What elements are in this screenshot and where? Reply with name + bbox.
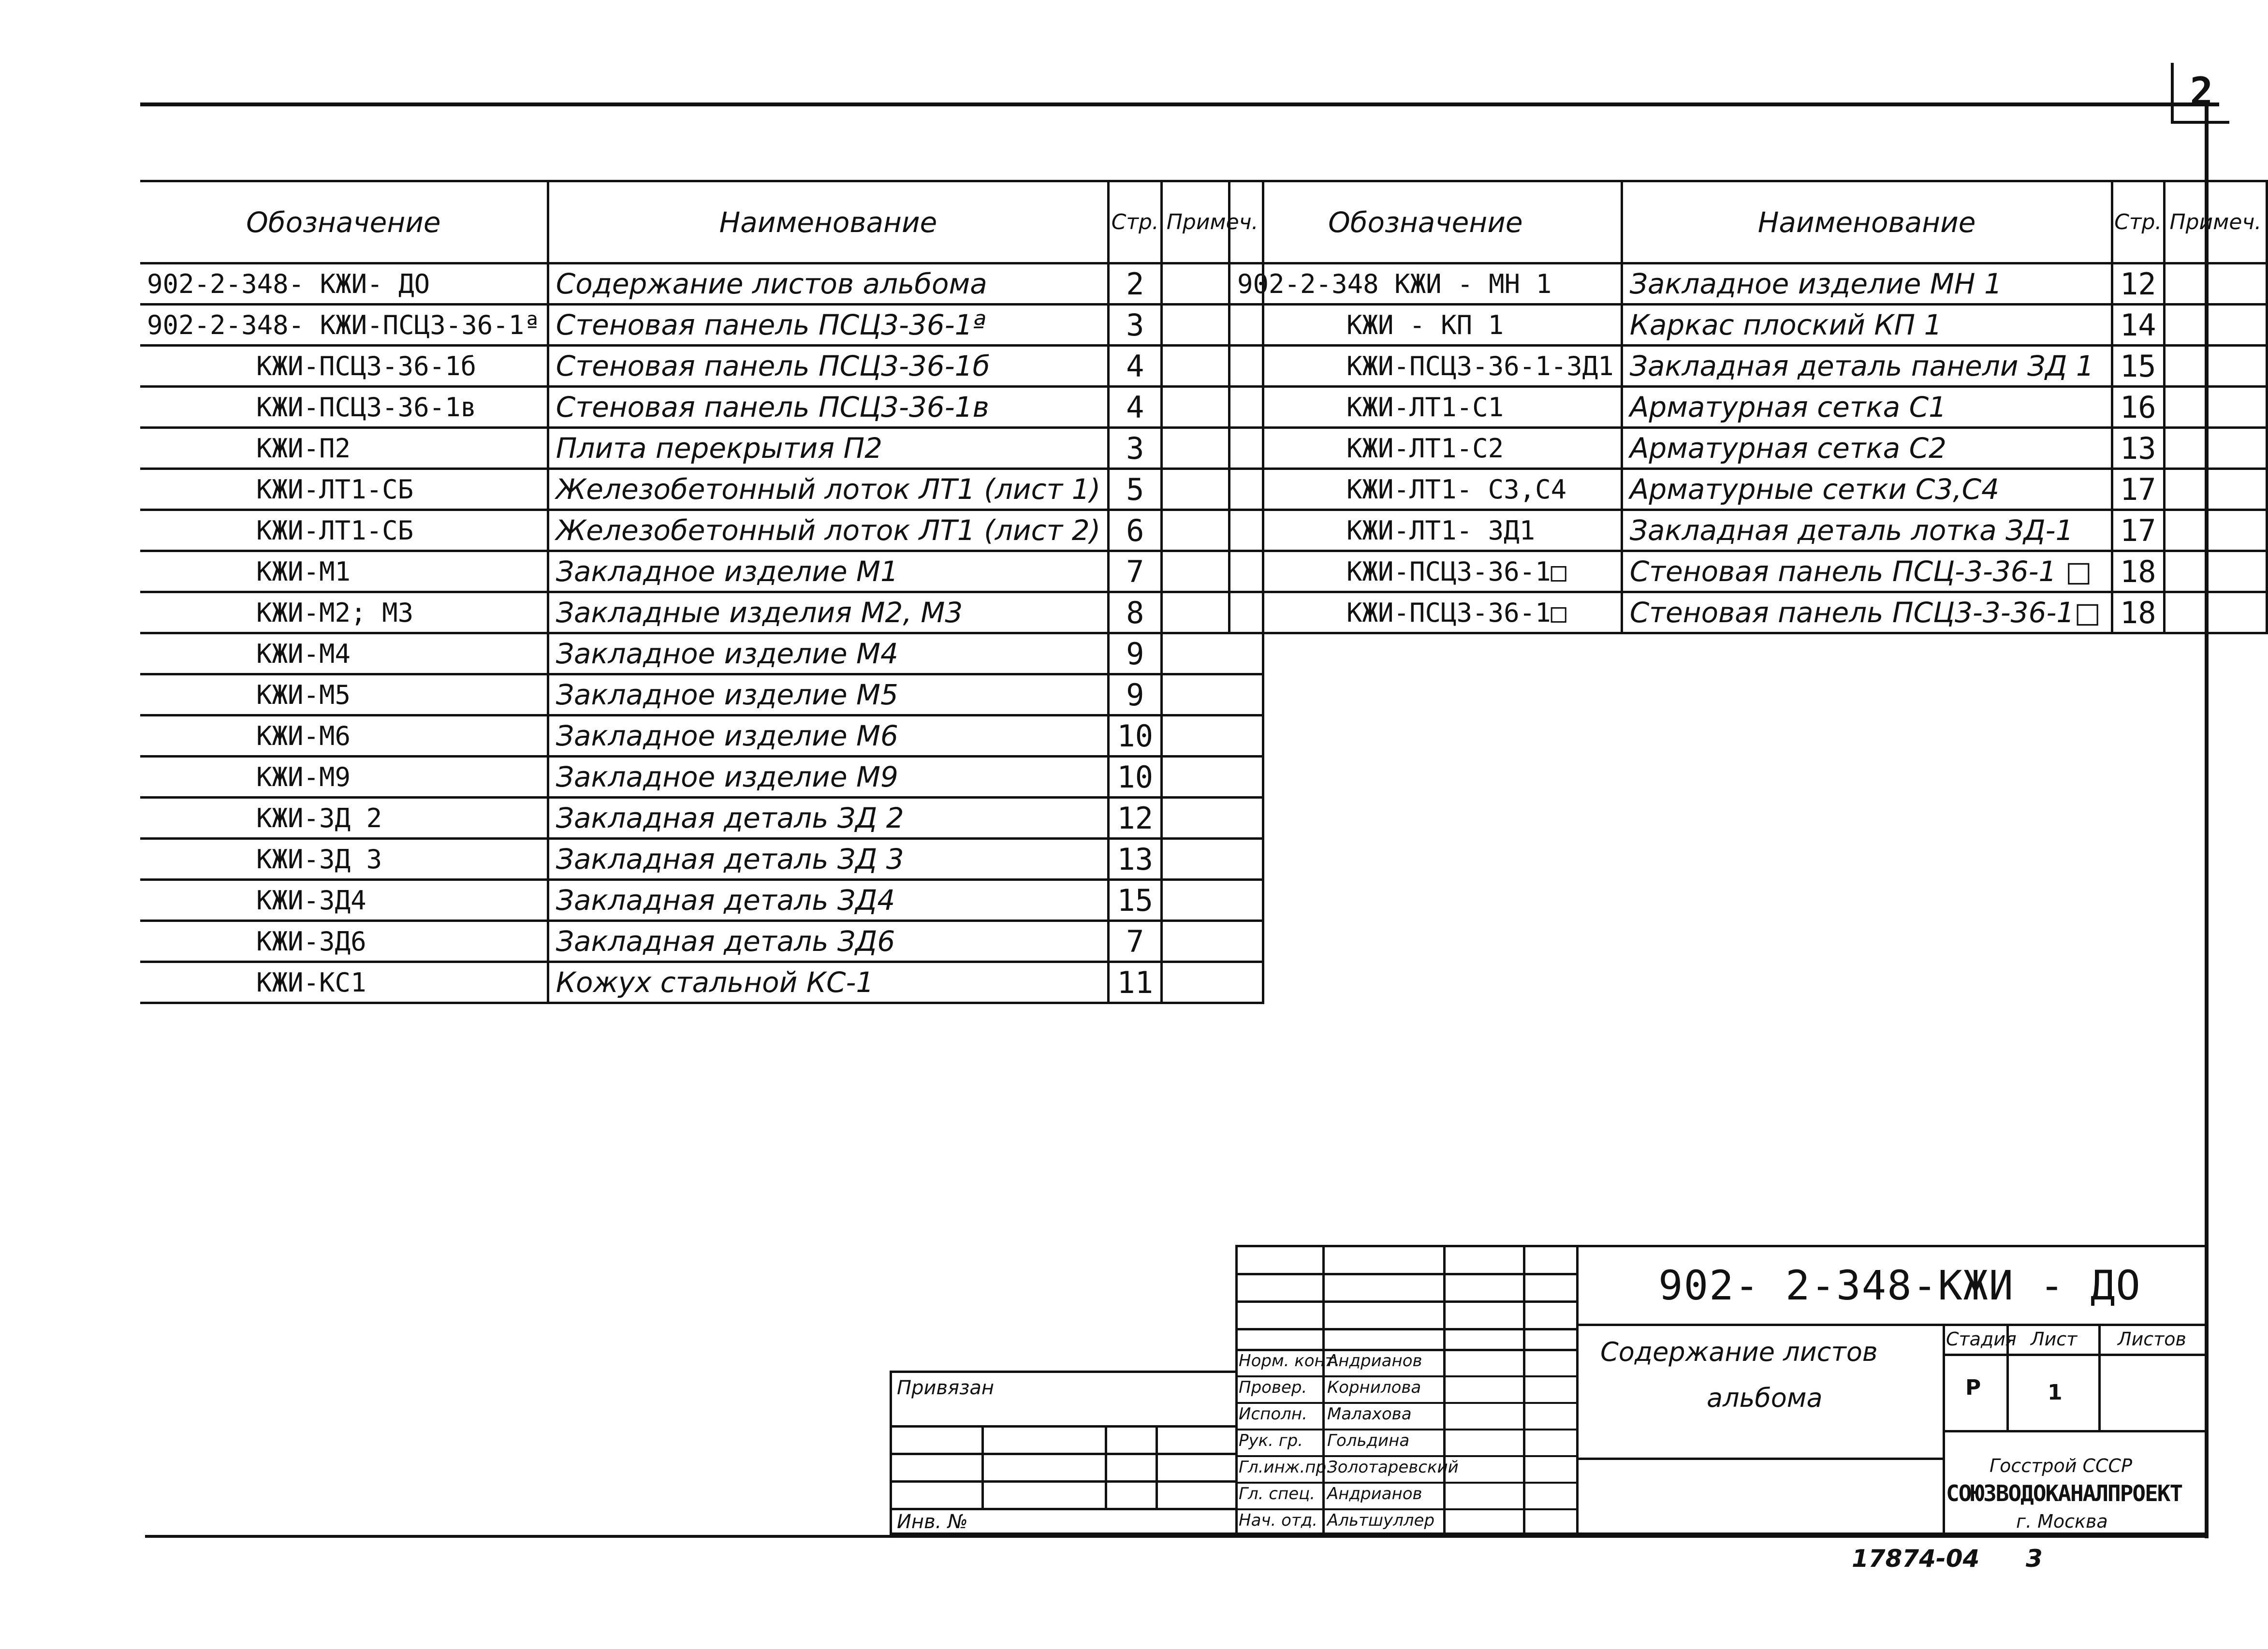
note-cell [1162,757,1263,798]
name-cell: Железобетонный лоток ЛТ1 (лист 1) [548,469,1108,510]
designation-cell: КЖИ-ЛТ1-СБ [140,469,548,510]
note-cell [2164,551,2267,592]
page-cell: 7 [1109,921,1162,962]
role-label: Гл.инж.пр. [1239,1458,1332,1477]
person-name: Андрианов [1327,1484,1422,1503]
page-cell: 9 [1109,633,1162,674]
name-cell: Закладная деталь панели ЗД 1 [1622,346,2112,387]
grid-line [890,1453,1238,1455]
name-cell: Стеновая панель ПСЦ3-36-1б [548,346,1108,387]
table-row [140,921,1263,962]
designation-cell: КЖИ-ЗД4 [140,880,548,921]
name-cell: Стеновая панель ПСЦ3-3-36-1□ [1622,592,2112,633]
designation-cell: КЖИ-ЛТ1- С3,С4 [1229,469,1622,510]
role-label: Исполн. [1239,1404,1307,1424]
name-cell: Арматурная сетка С2 [1622,428,2112,469]
sheet-value: 1 [2048,1380,2063,1405]
page-cell: 10 [1109,715,1162,757]
table-row [140,880,1263,921]
name-cell: Закладное изделие М5 [548,674,1108,715]
name-cell: Закладное изделие МН 1 [1622,263,2112,305]
grid-line [2098,1324,2101,1430]
table-row [140,839,1263,880]
grid-line [1235,1375,1579,1377]
name-cell: Закладная деталь лотка ЗД-1 [1622,510,2112,551]
page-cell: 11 [1109,962,1162,1003]
grid-line [1235,1535,1579,1537]
grid-line [1523,1245,1525,1535]
person-name: Корнилова [1327,1378,1421,1397]
page-cell: 15 [2112,346,2164,387]
page-cell: 2 [1109,263,1162,305]
header-name: Наименование [548,181,1108,263]
designation-cell: КЖИ-ЛТ1- ЗД1 [1229,510,1622,551]
designation-cell: КЖИ-М2; М3 [140,592,548,633]
role-label: Нач. отд. [1239,1511,1318,1530]
grid-line [1235,1482,1579,1484]
table-row [140,962,1263,1003]
header-designation: Обозначение [140,181,548,263]
title-line-1: Содержание листов [1600,1337,1878,1367]
name-cell: Стеновая панель ПСЦ-3-36-1 □ [1622,551,2112,592]
grid-line [981,1425,984,1508]
right-table-body [1229,263,2267,633]
name-cell: Каркас плоский КП 1 [1622,305,2112,346]
document-code: 902- 2-348-КЖИ - ДО [1658,1262,2141,1309]
designation-cell: КЖИ-КС1 [140,962,548,1003]
person-name: Малахова [1327,1404,1412,1424]
grid-line [890,1480,1238,1483]
designation-cell: КЖИ-ПСЦ3-36-1б [140,346,548,387]
table-row [140,510,1263,551]
note-cell [1162,921,1263,962]
name-cell: Стеновая панель ПСЦ3-36-1ª [548,305,1108,346]
name-cell: Закладные изделия М2, М3 [548,592,1108,633]
grid-line [1235,1508,1579,1510]
role-label: Норм. конт. [1239,1351,1340,1371]
note-cell [2164,305,2267,346]
table-row [1229,510,2267,551]
designation-cell: КЖИ-ПСЦ3-36-1в [140,387,548,428]
table-row [1229,387,2267,428]
grid-line [1235,1455,1579,1457]
designation-cell: КЖИ - КП 1 [1229,305,1622,346]
designation-cell: КЖИ-ЛТ1-СБ [140,510,548,551]
table-row [1229,263,2267,305]
grid-line [1235,1328,1579,1330]
name-cell: Содержание листов альбома [548,263,1108,305]
table-row [140,551,1263,592]
page-cell: 3 [1109,428,1162,469]
name-cell: Закладная деталь ЗД4 [548,880,1108,921]
page-cell: 16 [2112,387,2164,428]
page-cell: 18 [2112,551,2164,592]
page-cell: 8 [1109,592,1162,633]
page-cell: 13 [2112,428,2164,469]
header-page: Стр. [1109,181,1162,263]
note-cell [1162,880,1263,921]
grid-line [1576,1324,2207,1326]
footer-page: 3 [2026,1545,2043,1573]
top-border-line [140,102,2219,106]
designation-cell: 902-2-348 КЖИ - МН 1 [1229,263,1622,305]
table-row [140,346,1263,387]
note-cell [1162,715,1263,757]
name-cell: Закладная деталь ЗД 2 [548,798,1108,839]
table-row [140,715,1263,757]
note-cell [2164,469,2267,510]
note-cell [2164,510,2267,551]
designation-cell: КЖИ-ПСЦ3-36-1□ [1229,551,1622,592]
grid-line [890,1425,1238,1428]
grid-line [1235,1402,1579,1404]
header-name: Наименование [1622,181,2112,263]
stage-label: Стадия [1946,1328,2017,1350]
header-designation: Обозначение [1229,181,1622,263]
left-contents-table [140,180,1264,1004]
note-cell [2164,592,2267,633]
designation-cell: 902-2-348- КЖИ- ДО [140,263,548,305]
designation-cell: КЖИ-ПСЦ3-36-1□ [1229,592,1622,633]
sheets-label: Листов [2118,1328,2186,1350]
person-name: Альтшуллер [1327,1511,1435,1530]
table-row [140,305,1263,346]
person-name: Золотаревский [1327,1458,1459,1477]
name-cell: Арматурные сетки С3,С4 [1622,469,2112,510]
stage-value: Р [1965,1375,1981,1400]
designation-cell: КЖИ-М4 [140,633,548,674]
table-row [140,798,1263,839]
sheet-number: 2 [2171,63,2229,124]
designation-cell: КЖИ-ПСЦ3-36-1-ЗД1 [1229,346,1622,387]
grid-line [1105,1425,1107,1508]
table-row [1229,551,2267,592]
org-line-3: г. Москва [2016,1511,2108,1532]
name-cell: Закладное изделие М1 [548,551,1108,592]
page-cell: 12 [1109,798,1162,839]
page-cell: 6 [1109,510,1162,551]
grid-line [1156,1425,1158,1508]
note-cell [2164,263,2267,305]
table-row [140,469,1263,510]
name-cell: Железобетонный лоток ЛТ1 (лист 2) [548,510,1108,551]
designation-cell: КЖИ-М1 [140,551,548,592]
page-cell: 17 [2112,469,2164,510]
table-row [140,674,1263,715]
page-cell: 17 [2112,510,2164,551]
role-label: Гл. спец. [1239,1484,1316,1503]
name-cell: Закладное изделие М9 [548,757,1108,798]
name-cell: Закладная деталь ЗД 3 [548,839,1108,880]
page-cell: 3 [1109,305,1162,346]
designation-cell: КЖИ-М6 [140,715,548,757]
grid-line [1235,1300,1579,1303]
page-cell: 4 [1109,346,1162,387]
page-cell: 4 [1109,387,1162,428]
table-row [1229,346,2267,387]
page-cell: 18 [2112,592,2164,633]
note-cell [1162,839,1263,880]
page-cell: 5 [1109,469,1162,510]
designation-cell: КЖИ-ЗД 3 [140,839,548,880]
sheet-label: Лист [2031,1328,2078,1350]
header-note: Примеч. [2164,181,2267,263]
name-cell: Закладная деталь ЗД6 [548,921,1108,962]
bottom-border-line [145,1535,2209,1538]
note-cell [2164,387,2267,428]
grid-line [1943,1354,2207,1356]
table-row [140,428,1263,469]
name-cell: Плита перекрытия П2 [548,428,1108,469]
table-row [140,757,1263,798]
org-line-2: СОЮЗВОДОКАНАЛПРОЕКТ [1946,1480,2182,1506]
table-row [1229,592,2267,633]
designation-cell: КЖИ-ЗД 2 [140,798,548,839]
page-cell: 12 [2112,263,2164,305]
page-cell: 10 [1109,757,1162,798]
designation-cell: КЖИ-ЛТ1-С1 [1229,387,1622,428]
table-row [1229,428,2267,469]
note-cell [1162,962,1263,1003]
right-contents-table [1228,180,2268,634]
grid-line [1443,1245,1446,1535]
name-cell: Кожух стальной КС-1 [548,962,1108,1003]
table-row [1229,469,2267,510]
bound-label: Привязан [897,1377,995,1399]
grid-line [1322,1245,1325,1535]
person-name: Гольдина [1327,1431,1410,1450]
designation-cell: КЖИ-М5 [140,674,548,715]
role-label: Рук. гр. [1239,1431,1303,1450]
grid-line [1943,1430,2207,1432]
name-cell: Арматурная сетка С1 [1622,387,2112,428]
page-cell: 15 [1109,880,1162,921]
note-cell [1162,674,1263,715]
header-page: Стр. [2112,181,2164,263]
role-label: Провер. [1239,1378,1307,1397]
header-note: Примеч. [1162,181,1263,263]
inv-label: Инв. № [897,1511,968,1533]
page-cell: 13 [1109,839,1162,880]
designation-cell: КЖИ-ЛТ1-С2 [1229,428,1622,469]
table-row [1229,305,2267,346]
grid-line [1235,1429,1579,1430]
table-row [140,387,1263,428]
table-row [140,592,1263,633]
note-cell [2164,428,2267,469]
left-table-body [140,263,1263,1003]
person-name: Андрианов [1327,1351,1422,1371]
designation-cell: КЖИ-П2 [140,428,548,469]
table-row [140,263,1263,305]
page-cell: 7 [1109,551,1162,592]
footer-number: 17874-04 [1852,1545,1980,1573]
designation-cell: КЖИ-ЗД6 [140,921,548,962]
name-cell: Стеновая панель ПСЦ3-36-1в [548,387,1108,428]
grid-line [890,1508,1238,1510]
note-cell [2164,346,2267,387]
designation-cell: КЖИ-М9 [140,757,548,798]
name-cell: Закладное изделие М6 [548,715,1108,757]
grid-line [1235,1273,1579,1275]
page-cell: 14 [2112,305,2164,346]
note-cell [1162,633,1263,674]
table-row [140,633,1263,674]
name-cell: Закладное изделие М4 [548,633,1108,674]
designation-cell: 902-2-348- КЖИ-ПСЦ3-36-1ª [140,305,548,346]
grid-line [1576,1458,1943,1460]
page-cell: 9 [1109,674,1162,715]
org-line-1: Госстрой СССР [1990,1455,2133,1476]
title-line-2: альбома [1707,1383,1823,1413]
note-cell [1162,798,1263,839]
